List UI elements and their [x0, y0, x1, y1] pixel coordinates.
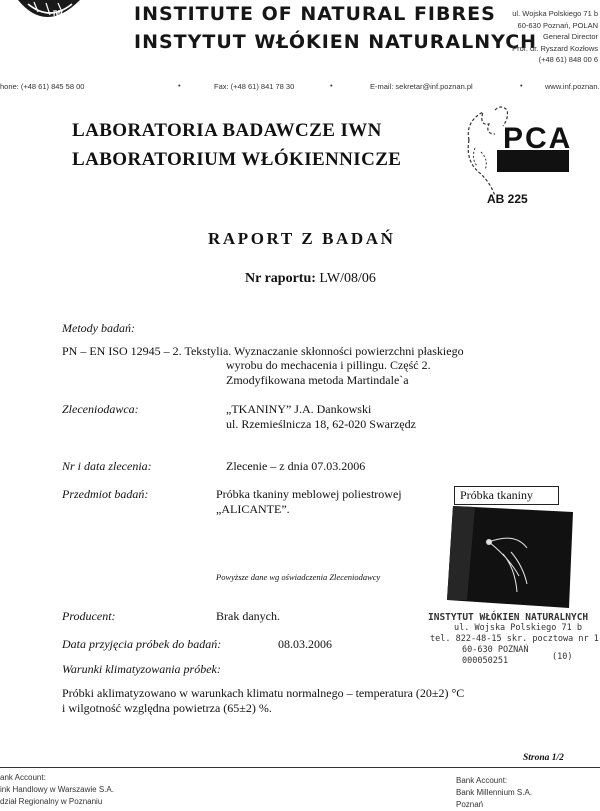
address-line: (+48 61) 848 00 6 [538, 55, 598, 64]
stamp-line: tel. 822-48-15 skr. pocztowa nr 1 [430, 634, 599, 644]
footer-line: Poznań [456, 800, 484, 809]
stamp-line: INSTYTUT WŁÓKIEN NATURALNYCH [428, 612, 589, 623]
bullet-icon: • [520, 81, 523, 90]
producer-value: Brak danych. [216, 609, 280, 623]
stamp-line: ul. Wojska Polskiego 71 b [454, 623, 582, 633]
climate-label: Warunki klimatyzowania próbek: [62, 662, 221, 676]
report-number: LW/08/06 [319, 271, 376, 286]
address-line: Prof. dr. Ryszard Kozłows [512, 43, 598, 53]
stamp-extra: (10) [552, 652, 573, 662]
order-label: Nr i data zlecenia: [62, 459, 152, 473]
institute-name-pl: INSTYTUT WŁÓKIEN NATURALNYCH [134, 31, 538, 53]
climate-line: Próbki aklimatyzowano w warunkach klimatu normalnego – temperatura (20±2) °C [62, 686, 465, 700]
producer-label: Producent: [62, 609, 116, 623]
report-number-label: Nr raportu: [245, 271, 316, 286]
climate-line: i wilgotność względna powietrza (65±2) %. [62, 701, 272, 715]
email-address: E-mail: sekretar@inf.poznan.pl [370, 82, 473, 91]
bullet-icon: • [330, 81, 333, 90]
website: www.inf.poznan. [545, 82, 600, 91]
institute-logo-label: IW [53, 9, 63, 18]
address-line: General Director [542, 32, 598, 41]
client-declaration-note: Powyższe dane wg oświadczenia Zleceniodawcy [216, 572, 381, 582]
stamp-line: 60-630 POZNAŃ [462, 645, 529, 655]
footer-line: Bank Account: [456, 776, 508, 785]
institute-address [512, 8, 598, 66]
report-title: RAPORT Z BADAŃ [208, 229, 396, 248]
institute-stamp [428, 612, 599, 667]
lab-name-line1: LABORATORIA BADAWCZE IWN [72, 120, 382, 141]
client-line: ul. Rzemieślnicza 18, 62-020 Swarzędz [226, 417, 416, 431]
institute-logo [16, 0, 82, 30]
receipt-date: 08.03.2006 [278, 637, 332, 651]
footer-divider [0, 767, 600, 768]
address-line: 60-630 Poznań, POLAN [517, 20, 598, 30]
footer-line: Bank Millennium S.A. [456, 788, 533, 797]
pca-accreditation-mark [455, 104, 575, 204]
report-number-row [245, 271, 376, 287]
sample-caption: Próbka tkaniny [460, 488, 533, 502]
method-line: Zmodyfikowana metoda Martindale`a [226, 373, 409, 387]
order-value: Zlecenie – z dnia 07.03.2006 [226, 459, 366, 473]
address-line: ul. Wojska Polskiego 71 b [512, 9, 598, 18]
footer-bank-left [0, 772, 114, 808]
pca-logo-text: PCA [503, 122, 573, 155]
lab-name-line2: LABORATORIUM WŁÓKIENNICZE [72, 149, 402, 170]
footer-line: ink Handlowy w Warszawie S.A. [0, 785, 114, 794]
subject-line: Próbka tkaniny meblowej poliestrowej [216, 487, 402, 501]
footer-line: ank Account: [0, 773, 46, 782]
subject-line: „ALICANTE”. [216, 502, 290, 516]
method-line: PN – EN ISO 12945 – 2. Tekstylia. Wyznaczanie skłonności powierzchni płaskiego [62, 344, 464, 358]
method-line: wyrobu do mechacenia i pillingu. Część 2. [226, 358, 431, 372]
method-label: Metody badań: [62, 321, 135, 335]
phone-number: hone: (+48 61) 845 58 00 [0, 82, 85, 91]
bullet-icon: • [178, 81, 181, 90]
page-number: Strona 1/2 [523, 753, 564, 763]
fax-number: Fax: (+48 61) 841 78 30 [214, 82, 295, 91]
fabric-sample-image [445, 502, 575, 610]
receipt-date-label: Data przyjęcia próbek do badań: [62, 637, 222, 651]
client-line: „TKANINY” J.A. Dankowski [226, 402, 372, 416]
accreditation-code: AB 225 [487, 192, 528, 206]
subject-label: Przedmiot badań: [62, 487, 149, 501]
client-label: Zleceniodawca: [62, 402, 139, 416]
institute-name-en: INSTITUTE OF NATURAL FIBRES [134, 3, 496, 25]
footer-line: dział Regionalny w Poznaniu [0, 797, 103, 806]
stamp-line: 000050251 [462, 656, 509, 666]
footer-bank-right [456, 775, 532, 811]
